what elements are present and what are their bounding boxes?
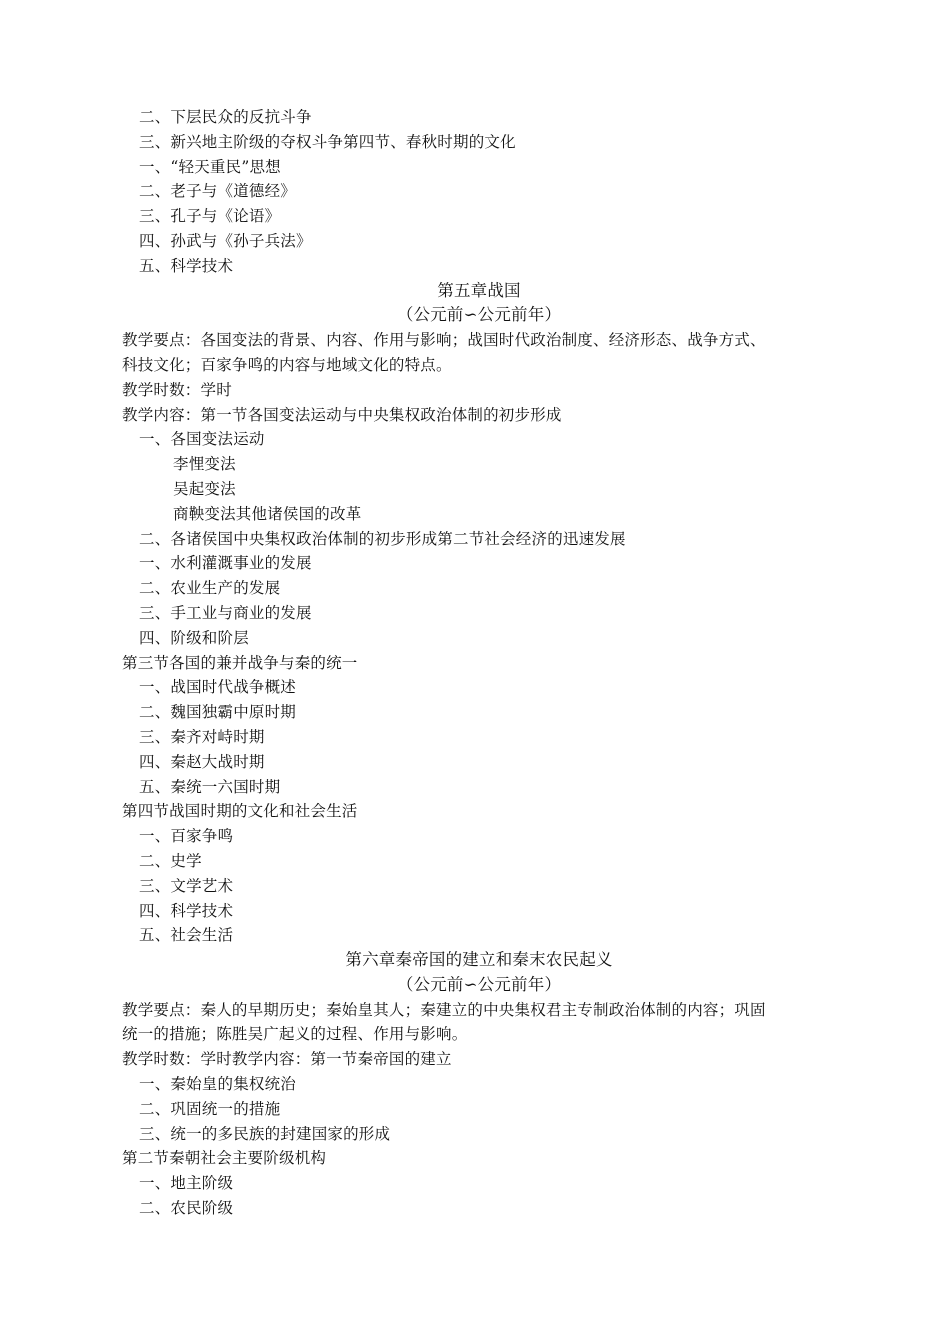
outline-item: 五、科学技术 xyxy=(139,256,234,275)
paragraph-line: 教学内容：第一节各国变法运动与中央集权政治体制的初步形成 xyxy=(122,405,562,424)
section-heading: 第二节秦朝社会主要阶级机构 xyxy=(122,1149,327,1168)
paragraph-line: 教学时数：学时 xyxy=(122,380,232,399)
outline-item: 二、农业生产的发展 xyxy=(139,579,281,598)
outline-item: 三、新兴地主阶级的夺权斗争第四节、春秋时期的文化 xyxy=(139,132,516,151)
section-heading: 第三节各国的兼并战争与秦的统一 xyxy=(122,653,358,672)
outline-item: 四、阶级和阶层 xyxy=(139,628,249,647)
outline-item: 四、科学技术 xyxy=(139,901,234,920)
paragraph-line: 教学时数：学时教学内容：第一节秦帝国的建立 xyxy=(122,1050,452,1069)
chapter-title: 第五章战国 xyxy=(437,280,521,300)
outline-item: 二、农民阶级 xyxy=(139,1199,234,1218)
chapter-period: （公元前∽公元前年） xyxy=(396,305,562,325)
section-heading: 第四节战国时期的文化和社会生活 xyxy=(122,802,358,821)
paragraph-line: 科技文化；百家争鸣的内容与地域文化的特点。 xyxy=(122,355,452,374)
outline-item: 五、社会生活 xyxy=(139,926,234,945)
outline-item: 三、秦齐对峙时期 xyxy=(139,727,265,746)
outline-item: 三、文学艺术 xyxy=(139,876,234,895)
paragraph-line: 统一的措施；陈胜吴广起义的过程、作用与影响。 xyxy=(122,1025,468,1044)
outline-item: 一、战国时代战争概述 xyxy=(139,678,297,697)
chapter-period: （公元前∽公元前年） xyxy=(396,974,562,994)
outline-item: 二、老子与《道德经》 xyxy=(139,182,297,201)
outline-item: 三、孔子与《论语》 xyxy=(139,207,281,226)
outline-item: 一、水利灌溉事业的发展 xyxy=(139,554,312,573)
outline-item: 二、魏国独霸中原时期 xyxy=(139,703,297,722)
outline-item: 二、史学 xyxy=(139,851,202,870)
outline-item: 二、下层民众的反抗斗争 xyxy=(139,108,312,126)
outline-item: 一、“轻天重民”思想 xyxy=(139,157,281,176)
outline-subitem: 吴起变法 xyxy=(173,479,236,498)
outline-item: 三、手工业与商业的发展 xyxy=(139,603,312,622)
outline-subitem: 李悝变法 xyxy=(173,455,236,474)
paragraph-line: 教学要点：各国变法的背景、内容、作用与影响；战国时代政治制度、经济形态、战争方式、 xyxy=(122,331,766,350)
outline-item: 四、秦赵大战时期 xyxy=(139,752,265,771)
outline-item: 二、巩固统一的措施 xyxy=(139,1099,281,1118)
outline-item: 四、孙武与《孙子兵法》 xyxy=(139,231,312,250)
outline-item: 三、统一的多民族的封建国家的形成 xyxy=(139,1124,391,1143)
chapter-title: 第六章秦帝国的建立和秦末农民起义 xyxy=(345,950,613,970)
paragraph-line: 教学要点：秦人的早期历史；秦始皇其人；秦建立的中央集权君主专制政治体制的内容；巩固 xyxy=(122,1000,766,1019)
outline-item: 一、地主阶级 xyxy=(139,1174,234,1193)
outline-item: 一、各国变法运动 xyxy=(139,430,265,449)
outline-subitem: 商鞅变法其他诸侯国的改革 xyxy=(173,504,362,523)
document-page xyxy=(0,105,950,1221)
outline-item: 五、秦统一六国时期 xyxy=(139,777,281,796)
outline-item: 一、百家争鸣 xyxy=(139,827,234,846)
outline-item: 一、秦始皇的集权统治 xyxy=(139,1075,297,1094)
outline-item: 二、各诸侯国中央集权政治体制的初步形成第二节社会经济的迅速发展 xyxy=(139,529,626,548)
